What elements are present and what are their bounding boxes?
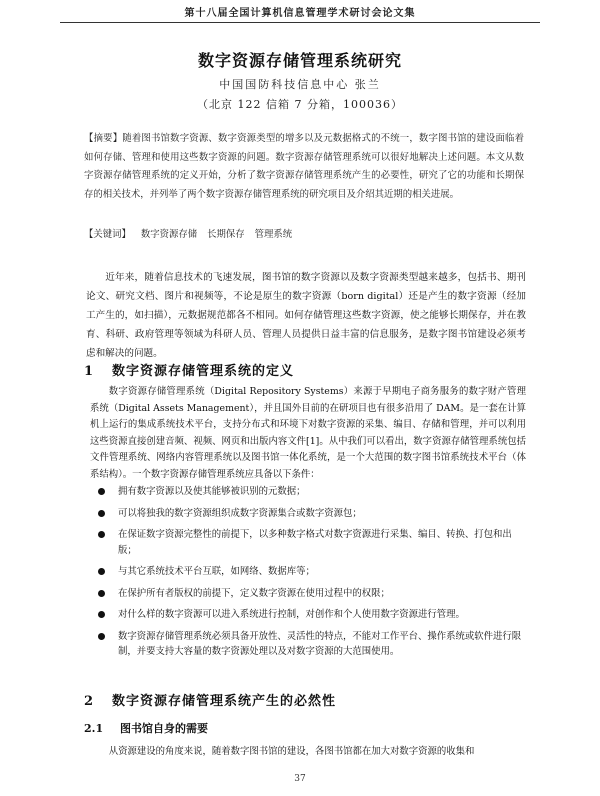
- list-item-text: 数字资源存储管理系统必须具备开放性、灵活性的特点，不能对工作平台、操作系统或软件进行限制，并要支持大容量的数字资源处理以及对数字资源的大范围使用。: [118, 630, 522, 657]
- section-number: 2: [84, 694, 95, 709]
- bullet-icon: [98, 611, 105, 618]
- bullet-icon: [98, 510, 105, 517]
- subsection-title: 图书馆自身的需要: [120, 722, 208, 735]
- keywords: [84, 226, 524, 240]
- list-item: [96, 629, 526, 660]
- list-item: [96, 607, 526, 623]
- list-item: [96, 564, 526, 580]
- list-item-text: 对什么样的数字资源可以进入系统进行控制，对创作和个人使用数字资源进行管理。: [118, 609, 465, 620]
- intro-paragraph: 近年来，随着信息技术的飞速发展，图书馆的数字资源以及数字资源类型越来越多，包括书、期刊论文、研究文档、图片和视频等，不论是原生的数字资源（born digital）还是产生的数字资源（经加工产生的，如扫描），元数据规范都各不相同。如何存储管理这些数字资源，使之能够长期保存，并在教育、科研、政府管理等领域为科研人员、管理人员提供日益丰富的信息服务，是数字图书馆建设必须考虑和解决的问题。: [86, 272, 526, 359]
- keyword: 管理系统: [254, 229, 293, 240]
- keyword: 数字资源存储: [140, 229, 198, 240]
- bullet-icon: [98, 531, 105, 538]
- bullet-icon: [98, 488, 105, 495]
- bullet-icon: [98, 568, 105, 575]
- paper-title: 数字资源存储管理系统研究: [197, 51, 402, 70]
- running-header: 第十八届全国计算机信息管理学术研讨会论文集: [60, 4, 540, 23]
- bullet-icon: [98, 633, 105, 640]
- author-affiliation: 中国国防科技信息中心 张兰: [219, 78, 381, 91]
- section-number: 1: [84, 364, 95, 379]
- author-address: （北京 122 信箱 7 分箱，100036）: [197, 98, 403, 111]
- keywords-label: 【关键词】: [84, 229, 131, 240]
- subsection-2-1-heading: [84, 720, 208, 736]
- page-number: 37: [294, 774, 306, 784]
- section-2-paragraph: 从资源建设的角度来说，随着数字图书馆的建设，各图书馆都在加大对数字资源的收集和: [108, 746, 475, 757]
- subsection-number: 2.1: [84, 722, 104, 735]
- section-2-heading: [84, 690, 336, 709]
- section-1-paragraph: 数字资源存储管理系统（Digital Repository Systems）来源于早期电子商务服务的数字财产管理系统（Digital Assets Management），并且国外目前的在研项目也有很多沿用了 DAM。是一套在计算机上运行的集成系统技术平台，支持分布式和环境下对数字资源的采集、编目、存储和管理，并可以利用这些资源直接创建音频、视频、网页和出版内容文件[1]。从中我们可以看出，数字资源存储管理系统包括文件管理系统、网络内容管理系统以及图书馆一体化系统，是一个大范围的数字图书馆系统技术平台（体系结构）。一个数字资源存储管理系统应具备以下条件：: [90, 386, 526, 480]
- list-item: [96, 527, 526, 558]
- list-item: [96, 586, 526, 602]
- condition-list: [96, 484, 526, 666]
- keyword: 长期保存: [207, 229, 245, 240]
- list-item-text: 可以将独我的数字资源组织成数字资源集合或数字资源包；: [118, 507, 362, 519]
- list-item-text: 与其它系统技术平台互联，如网络、数据库等；: [118, 566, 315, 577]
- list-item-text: 在保护所有者版权的前提下，定义数字资源在使用过程中的权限；: [118, 587, 390, 599]
- list-item: [96, 484, 526, 500]
- list-item: [96, 506, 526, 522]
- section-title: 数字资源存储管理系统产生的必然性: [112, 694, 337, 709]
- section-1-heading: [84, 360, 294, 379]
- list-item-text: 拥有数字资源以及使其能够被识别的元数据；: [118, 486, 306, 497]
- section-title: 数字资源存储管理系统的定义: [112, 364, 295, 379]
- list-item-text: 在保证数字资源完整性的前提下，以多种数字格式对数字资源进行采集、编目、转换、打包和出版；: [118, 529, 512, 556]
- abstract: 【摘要】随着图书馆数字资源、数字资源类型的增多以及元数据格式的不统一，数字图书馆的建设面临着如何存储、管理和使用这些数字资源的问题。数字资源存储管理系统可以很好地解决上述问题。本文从数字资源存储管理系统的定义开始，分析了数字资源存储管理系统产生的必要性，研究了它的功能和长期保存的相关技术，并列举了两个数字资源存储管理系统的研究项目及介绍其近期的相关进展。: [84, 133, 524, 200]
- bullet-icon: [98, 590, 105, 597]
